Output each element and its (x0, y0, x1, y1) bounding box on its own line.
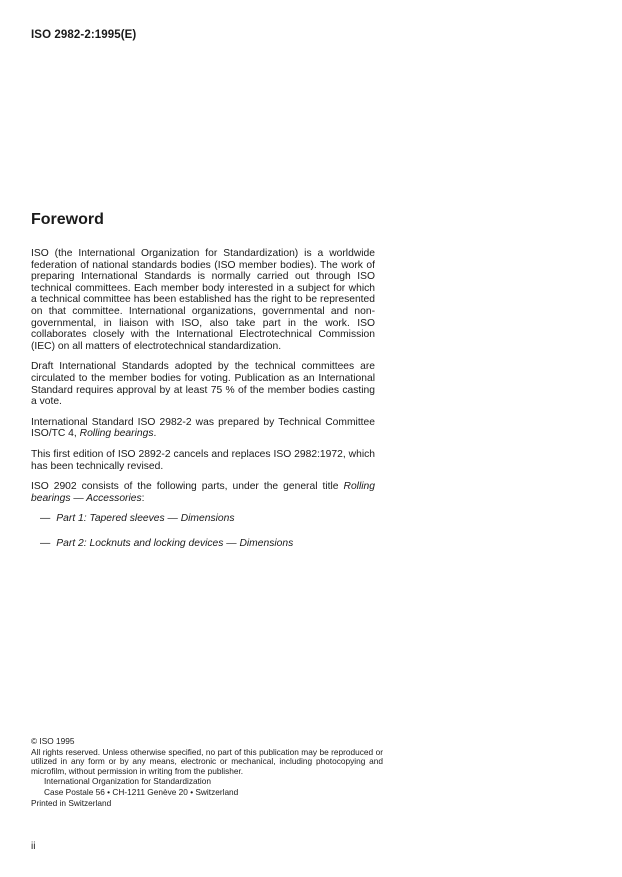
paragraph-voting: Draft International Standards adopted by the technical committees are circulated to the member bodies for voting. Publication as an International Standard requires approval by at least 75 % of the member bodies casting a vote. (31, 361, 375, 408)
list-item (40, 513, 375, 525)
parts-intro-text: ISO 2902 consists of the following parts, under the general title (31, 481, 344, 493)
parts-general-title: Rolling bearings — Accessories (31, 481, 375, 504)
org-address: Case Postale 56 • CH-1211 Genève 20 • Switzerland (44, 786, 239, 797)
rights-statement: All rights reserved. Unless otherwise specified, no part of this publication may be reproduced or utilized in any form or by any means, electronic or mechanical, including photocopying and microfilm, without permission in writing from the publisher. (31, 746, 383, 776)
part-label: Part 1: Tapered sleeves — Dimensions (56, 513, 235, 525)
paragraph-edition-note: This first edition of ISO 2892-2 cancels and replaces ISO 2982:1972, which has been technically revised. (31, 448, 375, 472)
list-dash: — (40, 537, 51, 549)
paragraph-about-iso: ISO (the International Organization for Standardization) is a worldwide federation of national standards bodies (ISO member bodies). The work of preparing International Standards is normally carried out through ISO technical committees. Each member body interested in a subject for which a technical committee has been established has the right to be represented on that committee. International organizations, governmental and non-governmental, in liaison with ISO, also take part in the work. ISO collaborates closely with the International Electrotechnical Commission (IEC) on all matters of electrotechnical standardization. (31, 248, 375, 352)
prepared-text: International Standard ISO 2982-2 was prepared by Technical Committee ISO/TC 4, (31, 416, 375, 440)
list-item (40, 538, 375, 550)
parts-intro-end: : (141, 492, 145, 504)
copyright-footer (31, 737, 383, 808)
paragraph-parts-intro (31, 481, 375, 504)
copyright-line: © ISO 1995 (31, 736, 75, 746)
paragraph-prepared-by (31, 417, 375, 440)
org-name: International Organization for Standardization (44, 776, 211, 787)
printed-line: Printed in Switzerland (31, 797, 112, 808)
standard-identifier: ISO 2982-2:1995(E) (31, 29, 137, 41)
prepared-end: . (153, 428, 157, 440)
list-dash: — (40, 513, 51, 525)
foreword-body (31, 248, 375, 562)
part-label: Part 2: Locknuts and locking devices — Dimensions (56, 537, 294, 549)
page-number: ii (31, 841, 36, 852)
committee-title: Rolling bearings (79, 428, 154, 440)
page-title: Foreword (31, 211, 104, 228)
